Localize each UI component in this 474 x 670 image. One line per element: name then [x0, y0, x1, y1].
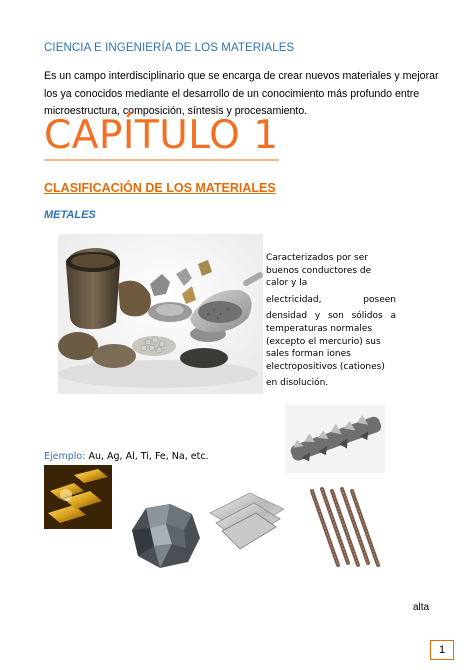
chapter-title: CAPÍTULO 1	[44, 113, 279, 158]
metals-label: METALES	[44, 209, 96, 221]
metal-sheets-image	[206, 487, 286, 551]
page-number: 1	[430, 640, 454, 660]
metal-crystal-bar-image	[285, 405, 385, 473]
metals-example	[44, 451, 209, 462]
section-heading: CIENCIA E INGENIERÍA DE LOS MATERIALES	[44, 42, 295, 54]
metals-description: Caracterizados por ser buenos conductores de calor y la electricidad, poseen densidad y son sólidos a temperaturas normales (excepto el mercurio) sus sales forman iones electropositivos (cationes) en disolución.	[266, 253, 396, 389]
example-values: Au, Ag, Al, Ti, Fe, Na, etc.	[88, 451, 209, 462]
metals-materials-image	[58, 234, 263, 394]
footer-note: alta	[413, 602, 430, 613]
chapter-underline	[44, 159, 279, 161]
rebar-rods-image	[304, 485, 388, 569]
intro-paragraph: Es un campo interdisciplinario que se encarga de crear nuevos materiales y mejorar los ya conocidos mediante el desarrollo de un conocimiento más profundo entre microestructura, composición, síntesis y procesamiento.	[44, 70, 439, 117]
example-label: Ejemplo:	[44, 451, 86, 462]
classification-heading: CLASIFICACIÓN DE LOS MATERIALES	[44, 181, 276, 195]
gold-bars-image	[44, 465, 112, 529]
metal-ore-image	[126, 500, 204, 572]
